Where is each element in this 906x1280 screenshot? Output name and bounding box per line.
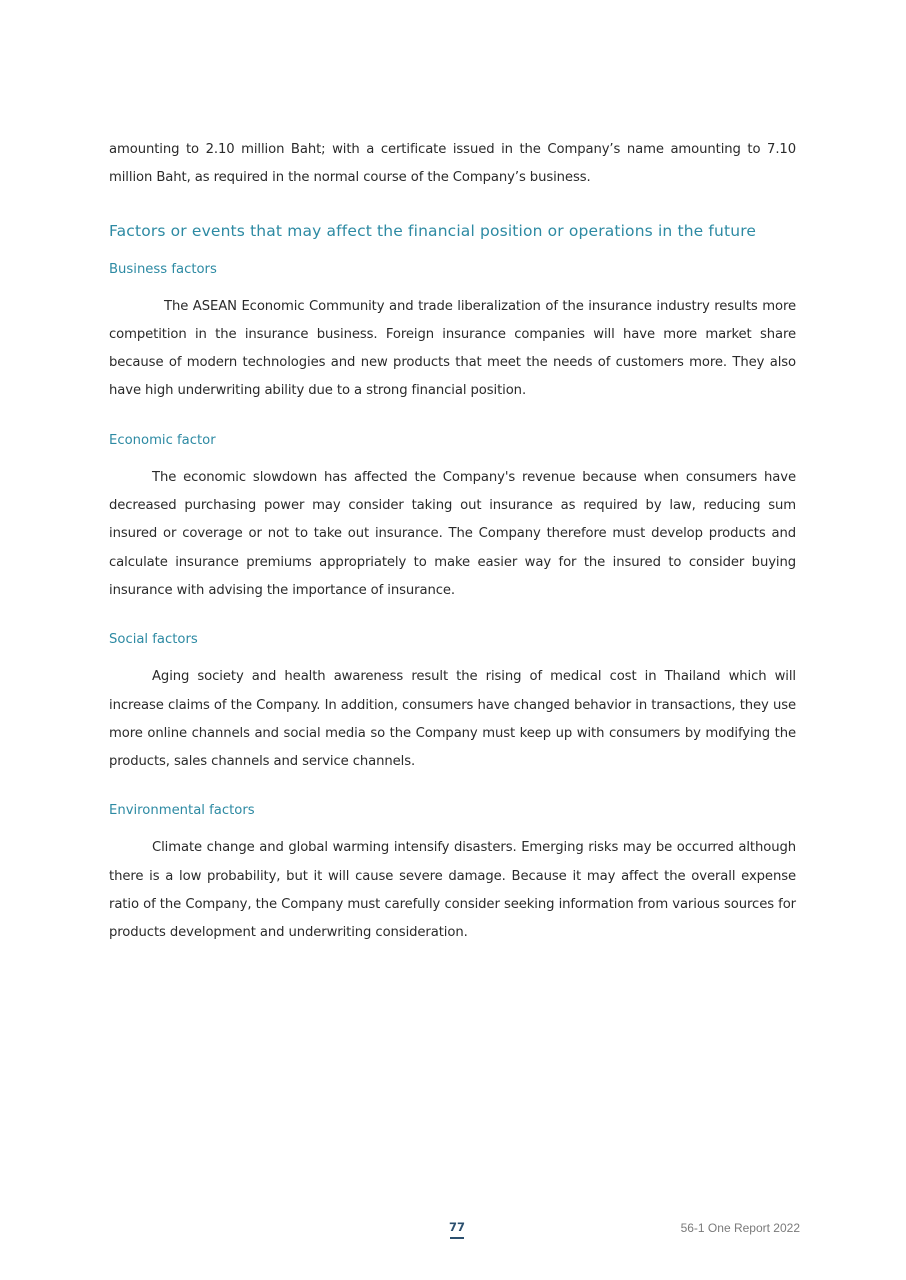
subsection-title-environmental: Environmental factors: [109, 803, 255, 819]
page-number: 77: [448, 1220, 465, 1234]
subsection-title-economic: Economic factor: [109, 432, 216, 448]
page-content: [109, 136, 796, 948]
page-number-underline: [450, 1237, 464, 1239]
paragraph-economic: The economic slowdown has affected the Company's revenue because when consumers have decreased purchasing power may consider taking out insurance as required by law, reducing sum insured or coverage or not to take out insurance. The Company therefore must develop products and calculate insurance premiums appropriately to make easier way for the insured to consider buying insurance with advising the importance of insurance.: [109, 469, 796, 598]
page-footer: [0, 1218, 906, 1242]
paragraph-environmental: Climate change and global warming intensify disasters. Emerging risks may be occurred although there is a low probability, but it will cause severe damage. Because it may affect the overall expense ratio of the Company, the Company must carefully consider seeking information from various sources for products development and underwriting consideration.: [109, 840, 796, 941]
section-title: Factors or events that may affect the financial position or operations in the future: [109, 221, 757, 240]
subsection-title-social: Social factors: [109, 632, 198, 648]
report-label: 56-1 One Report 2022: [680, 1221, 800, 1235]
paragraph-business: The ASEAN Economic Community and trade liberalization of the insurance industry results more competition in the insurance business. Foreign insurance companies will have more market share because of modern technologies and new products that meet the needs of customers more. They also have high underwriting ability due to a strong financial position.: [109, 298, 796, 399]
intro-paragraph: amounting to 2.10 million Baht; with a certificate issued in the Company’s name amounting to 7.10 million Baht, as required in the normal course of the Company’s business.: [109, 142, 796, 186]
paragraph-social: Aging society and health awareness result the rising of medical cost in Thailand which will increase claims of the Company. In addition, consumers have changed behavior in transactions, they use more online channels and social media so the Company must keep up with consumers by modifying the products, sales channels and service channels.: [109, 669, 796, 770]
subsection-title-business: Business factors: [109, 261, 217, 277]
